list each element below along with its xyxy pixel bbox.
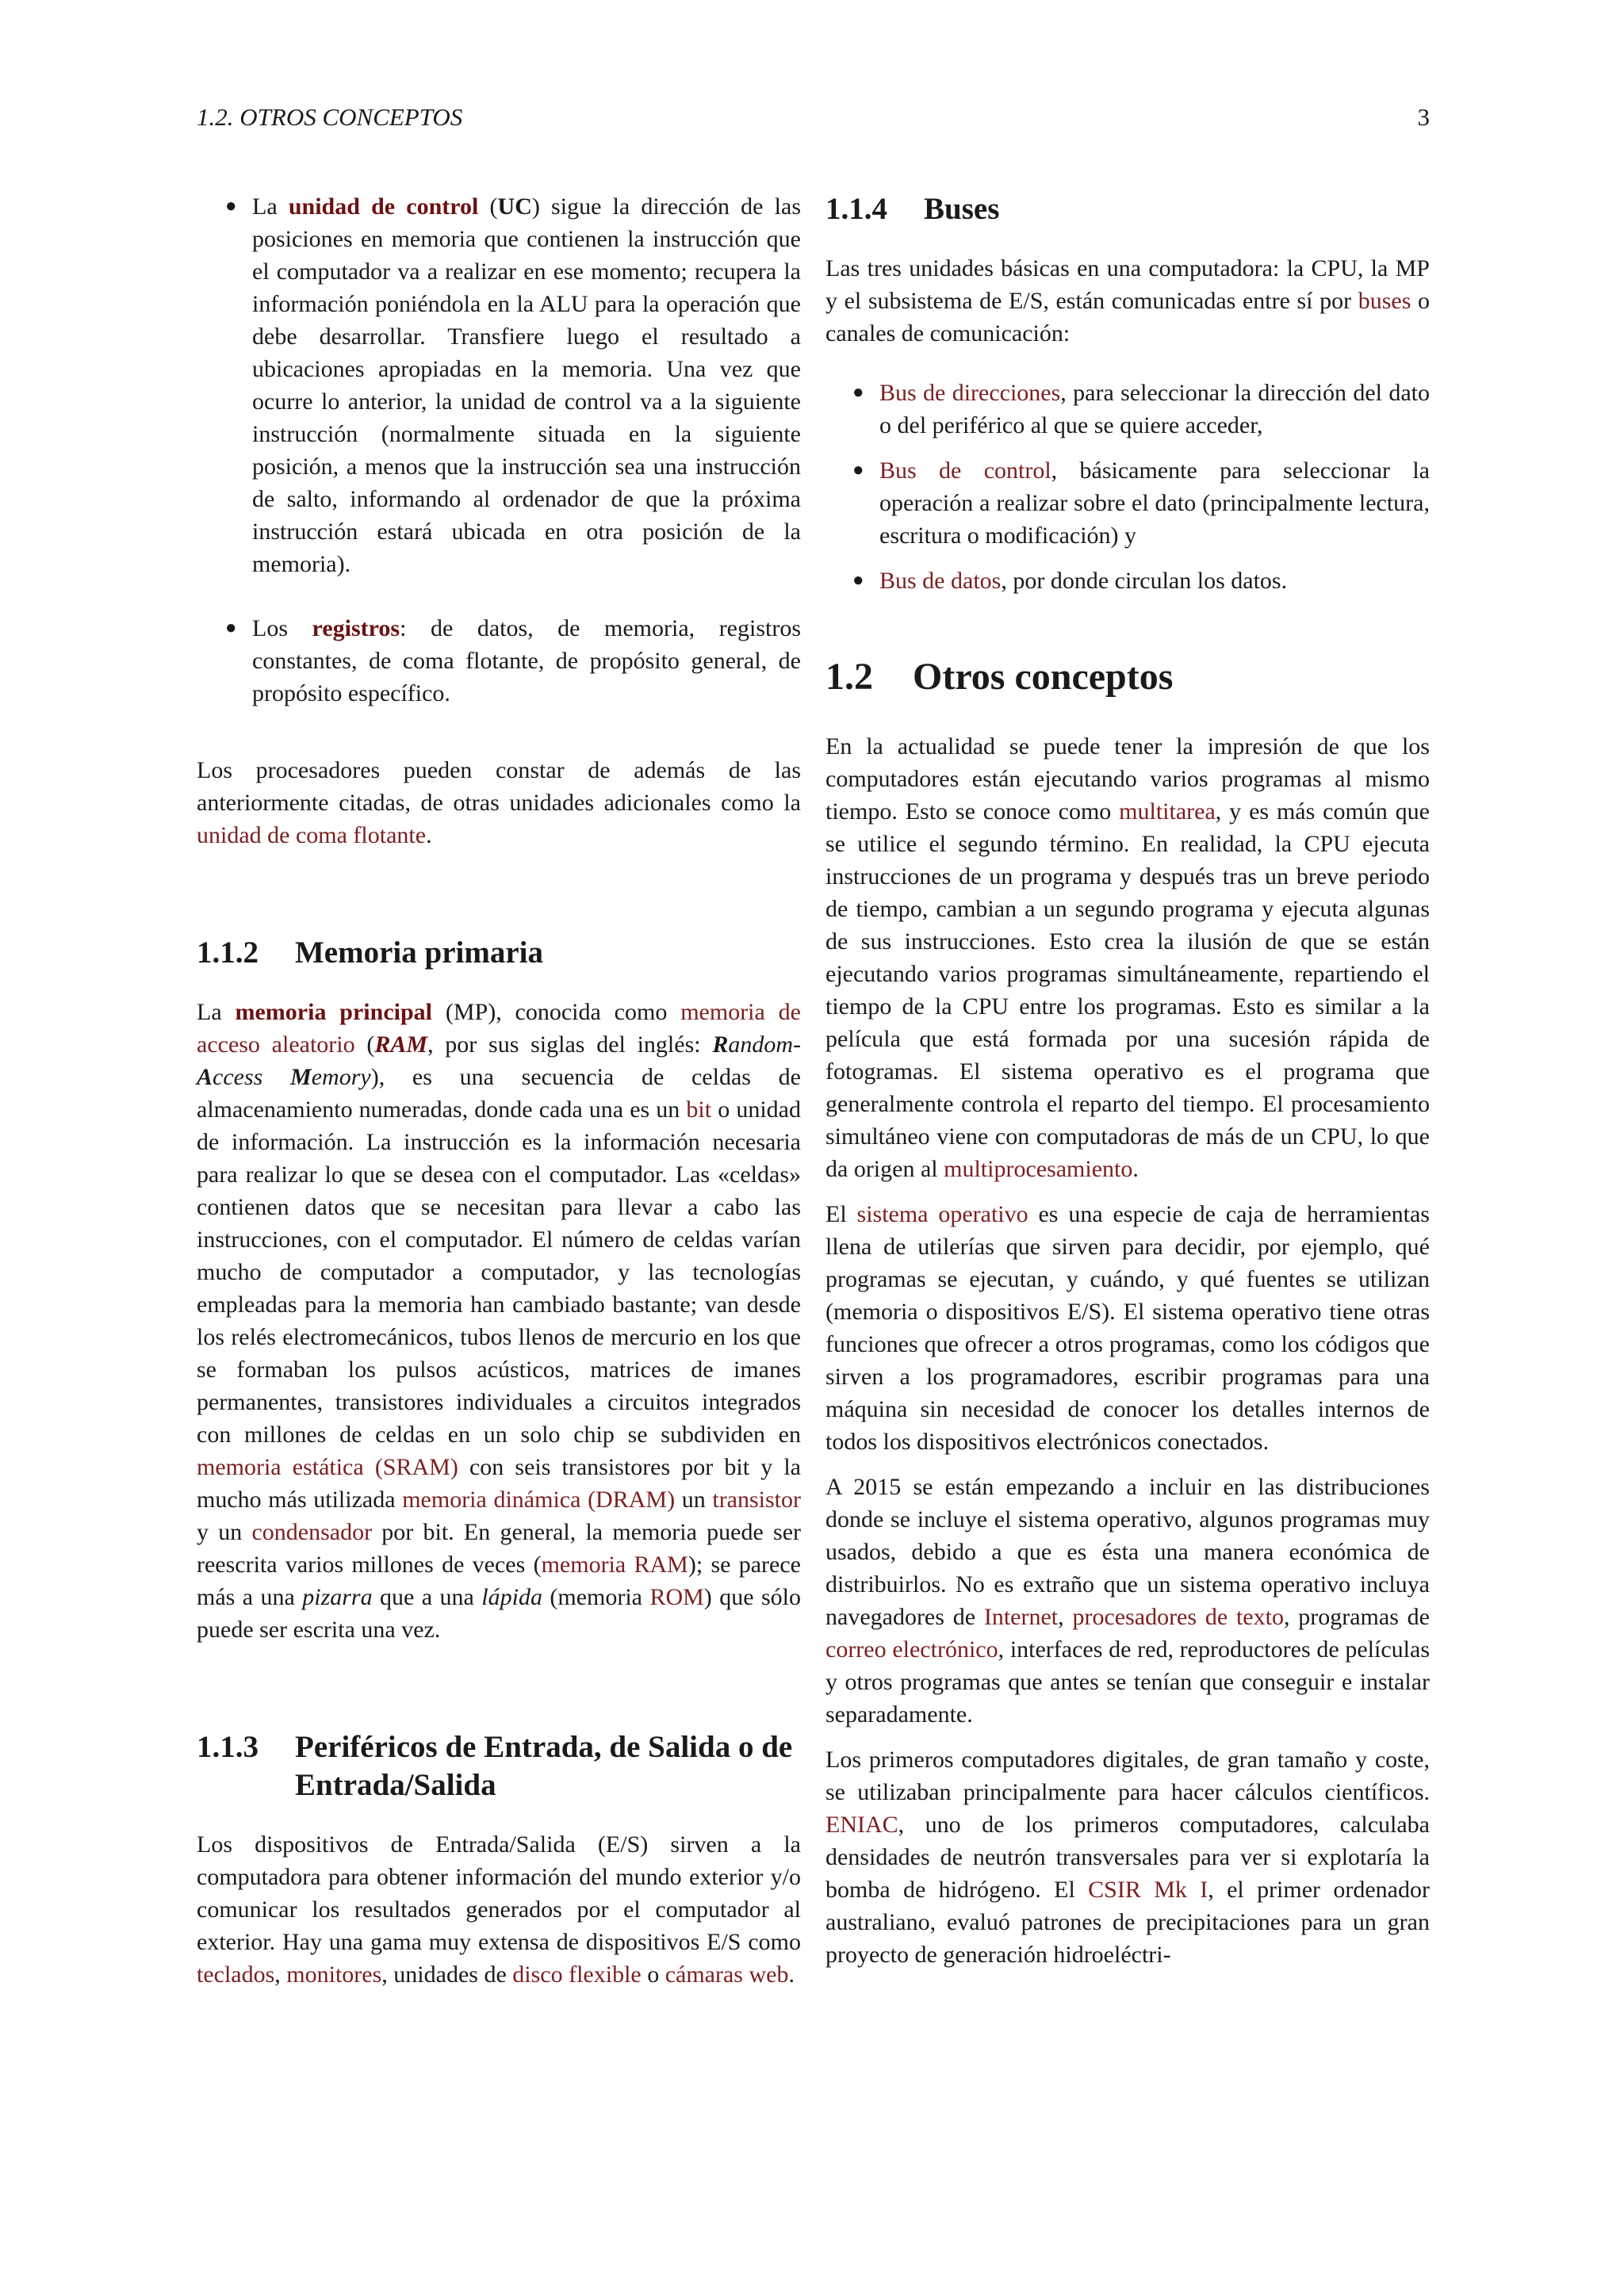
list-item: ● Bus de datos, por donde circulan los datos. [825,564,1430,597]
link-internet[interactable]: Internet [983,1604,1059,1630]
link-bit[interactable]: bit [686,1096,712,1123]
link-bus-control[interactable]: Bus de control [879,457,1051,484]
paragraph: Los primeros computadores digitales, de gran tamaño y coste, se utilizaban principalmente para hacer cálculos científicos. ENIAC, uno de los primeros computadores, calculaba densidades de neutrón transversales para ver si explotaría la bomba de hidrógeno. El CSIR Mk I, el primer ordenador australiano, evaluó patrones de precipitaciones para un gran proyecto de generación hidroeléctri- [825,1747,1430,1968]
link-unidad-de-control[interactable]: unidad de control [288,193,479,220]
link-disco-flexible[interactable]: disco flexible [512,1961,642,1988]
link-registros[interactable]: registros [312,615,400,641]
link-camaras-web[interactable]: cámaras web [665,1961,789,1988]
paragraph: La memoria principal (MP), conocida como memoria de acceso aleatorio (RAM, por sus siglas del inglés: Random-Access Memory), es una secuencia de celdas de almacenamiento numeradas, donde cada una es un bit o unidad de información. La instrucción es la información necesaria para realizar lo que se desea con el computador. Las «celdas» contienen datos que se necesitan para llevar a cabo las instrucciones, con el computador. El número de celdas varían mucho de computador a computador, y las tecnologías empleadas para la memoria han cambiado bastante; van desde los relés electromecánicos, tubos llenos de mercurio en los que se formaban los pulsos acústicos, matrices de imanes permanentes, transistores individuales a circuitos integrados con millones de celdas en un solo chip se subdividen en memoria estática (SRAM) con seis transistores por bit y la mucho más utilizada memoria dinámica (DRAM) un transistor y un condensador por bit. En general, la memoria puede ser reescrita varios millones de veces (memoria RAM); se parece más a una pizarra que a una lápida (memoria ROM) que sólo puede ser escrita una vez. [197,999,802,1643]
paragraph: En la actualidad se puede tener la impresión de que los computadores están ejecutando varios programas al mismo tiempo. Esto se conoce como multitarea, y es más común que se utilice el segundo término. En realidad, la CPU ejecuta instrucciones de un programa y después tras un breve periodo de tiempo, cambian a un segundo programa y ejecuta algunas de sus instrucciones. Esto crea la ilusión de que se están ejecutando varios programas simultáneamente, repartiendo el tiempo de la CPU entre los programas. Esto es similar a la película que está formada por una sucesión rápida de fotogramas. El sistema operativo es el programa que generalmente controla el reparto del tiempo. El procesamiento simultáneo viene con computadoras de más de un CPU, lo que da origen al multiprocesamiento. [825,733,1431,1182]
bullet-icon: ● [225,196,237,216]
paragraph: A 2015 se están empezando a incluir en las distribuciones donde se incluye el sistema operativo, algunos programas muy usados, debido a que es ésta una manera económica de distribuirlos. No es extraño que un sistema operativo incluya navegadores de Internet, procesadores de texto, programas de correo electrónico, interfaces de red, reproductores de películas y otros programas que antes se tenían que conseguir e instalar separadamente. [825,1474,1430,1728]
left-column [197,190,801,2003]
section-heading-1-1-4: 1.1.4 Buses [825,192,1000,226]
link-memoria-acceso-aleatorio[interactable]: memoria de acceso aleatorio [197,999,801,1058]
cpu-components-list [197,190,801,710]
link-unidad-coma-flotante[interactable]: unidad de coma flotante [197,822,427,848]
paragraph: Los dispositivos de Entrada/Salida (E/S) sirven a la computadora para obtener información del mundo exterior y/o comunicar los resultados generados por el computador al exterior. Hay una gama muy extensa de dispositivos E/S como teclados, monitores, unidades de disco flexible o cámaras web. [197,1831,801,1988]
bullet-icon: ● [852,382,864,403]
link-sistema-operativo[interactable]: sistema operativo [856,1201,1028,1227]
list-item: ● La unidad de control (UC) sigue la dirección de las posiciones en memoria que contienen la instrucción que el computador va a realizar en ese momento; recupera la información poniéndola en la ALU para la operación que debe desarrollar. Transfiere luego el resultado a ubicaciones apropiadas en la memoria. Una vez que ocurre lo anterior, la unidad de control va a la siguiente instrucción (normalmente situada en la siguiente posición, a menos que la instrucción sea una instrucción de salto, informando al ordenador de que la próxima instrucción estará ubicada en otra posición de la memoria). [197,190,801,580]
link-ram[interactable]: RAM [374,1031,428,1058]
link-procesadores-texto[interactable]: procesadores de texto [1072,1604,1284,1630]
page-number: 3 [1417,103,1430,131]
link-memoria-dinamica[interactable]: memoria dinámica (DRAM) [402,1487,676,1513]
list-item: ● Los registros: de datos, de memoria, registros constantes, de coma flotante, de propósito general, de propósito específico. [197,612,801,710]
bullet-icon: ● [852,570,864,591]
link-monitores[interactable]: monitores [286,1961,382,1988]
right-column [825,190,1430,1984]
link-memoria-estatica[interactable]: memoria estática (SRAM) [197,1454,458,1480]
section-heading-1-1-2: 1.1.2 Memoria primaria [197,936,543,970]
link-bus-direcciones[interactable]: Bus de direcciones [879,380,1061,406]
bullet-icon: ● [225,618,237,638]
link-memoria-principal[interactable]: memoria principal [235,999,432,1025]
paragraph: El sistema operativo es una especie de caja de herramientas llena de utilerías que sirven para decidir, por ejemplo, qué programas se ejecutan, y cuándo, y qué fuentes se utilizan (memoria o dispositivos E/S). El sistema operativo tiene otras funciones que ofrecer a otros programas, como los códigos que sirven a los programadores, escribir programas para una máquina sin necesidad de conocer los detalles internos de todos los dispositivos electrónicos conectados. [825,1201,1430,1455]
link-multiprocesamiento[interactable]: multiprocesamiento [944,1156,1133,1182]
link-condensador[interactable]: condensador [251,1519,373,1545]
bus-list [825,377,1430,597]
link-csir-mk-i[interactable]: CSIR Mk I [1088,1877,1208,1903]
link-buses[interactable]: buses [1358,288,1411,314]
list-item: ● Bus de control, básicamente para seleccionar la operación a realizar sobre el dato (principalmente lectura, escritura o modificación) y [825,454,1430,552]
section-heading-1-2: 1.2 Otros conceptos [825,656,1174,698]
bullet-icon: ● [852,460,864,480]
list-item: ● Bus de direcciones, para seleccionar la dirección del dato o del periférico al que se quiere acceder, [825,377,1430,442]
link-memoria-ram[interactable]: memoria RAM [541,1552,688,1578]
link-teclados[interactable]: teclados [197,1961,275,1988]
link-bus-datos[interactable]: Bus de datos [879,568,1002,594]
link-transistor[interactable]: transistor [712,1487,802,1513]
link-multitarea[interactable]: multitarea [1119,798,1216,825]
section-heading-1-1-3: 1.1.3 Periféricos de Entrada, de Salida o de Entrada/Salida [197,1730,793,1802]
link-eniac[interactable]: ENIAC [825,1812,898,1838]
running-header [197,103,1430,132]
section-header: 1.2. OTROS CONCEPTOS [197,103,463,131]
link-rom[interactable]: ROM [649,1584,704,1610]
link-correo-electronico[interactable]: correo electrónico [825,1636,998,1663]
paragraph: Los procesadores pueden constar de además de las anteriormente citadas, de otras unidades adicionales como la unidad de coma flotante. [197,757,801,848]
paragraph: Las tres unidades básicas en una computadora: la CPU, la MP y el subsistema de E/S, están comunicadas entre sí por buses o canales de comunicación: [825,255,1430,346]
